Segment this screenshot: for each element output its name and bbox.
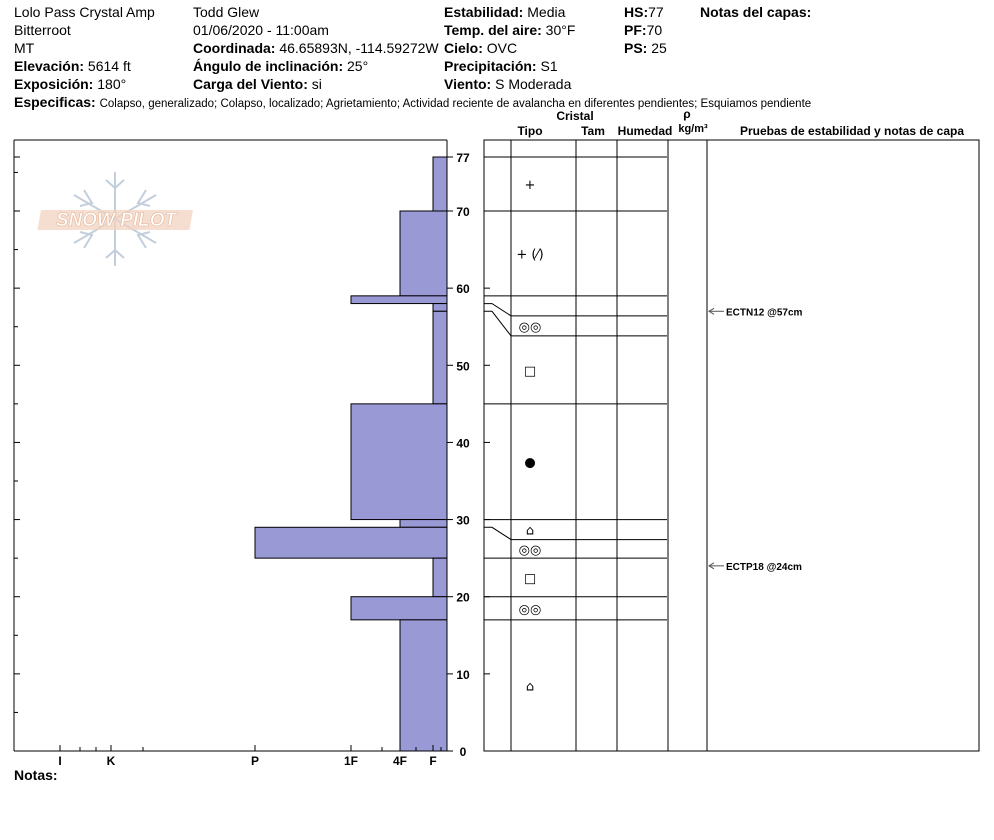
crystal-symbol-9: ◎◎ [518, 602, 542, 618]
air-temp: Temp. del aire: 30°F [444, 22, 576, 38]
moisture-header: Humedad [617, 124, 673, 138]
ytick-label-40: 40 [456, 436, 470, 451]
crystal-header: Cristal [556, 109, 594, 123]
hardness-bar-8 [433, 558, 447, 597]
elevation: Elevación: 5614 ft [14, 58, 131, 74]
datetime: 01/06/2020 - 11:00am [193, 22, 329, 38]
ytick-label-30: 30 [456, 513, 470, 528]
pf-value: PF:70 [624, 22, 663, 38]
xtick-label-K: K [106, 754, 116, 768]
crystal-symbol-5: ● [524, 455, 536, 471]
tests-header: Pruebas de estabilidad y notas de capa [739, 124, 965, 138]
stability: Estabilidad: Media [444, 4, 566, 20]
crystal-symbol-0: + [524, 178, 536, 193]
observer: Todd Glew [193, 4, 260, 20]
crystal-symbol-10: ⌂ [525, 679, 535, 695]
ytick-label-50: 50 [456, 359, 470, 374]
wind-load: Carga del Viento: si [193, 76, 322, 92]
ytick-label-20: 20 [456, 590, 470, 605]
ps-value: PS: 25 [624, 40, 667, 56]
ytick-label-77: 77 [456, 151, 470, 165]
hardness-bar-4 [433, 311, 447, 404]
crystal-symbol-1: + (⁄) [516, 247, 544, 263]
hardness-bar-5 [351, 404, 447, 520]
hs-value: HS:77 [624, 4, 664, 20]
notes-label: Notas: [14, 767, 58, 783]
density-symbol: ρ [683, 107, 691, 121]
xtick-label-4F: 4F [392, 754, 408, 768]
ytick-label-70: 70 [456, 205, 470, 219]
hardness-bar-1 [400, 211, 447, 296]
type-header: Tipo [517, 124, 543, 138]
crystal-symbol-7: ◎◎ [518, 542, 542, 558]
sky: Cielo: OVC [444, 40, 518, 56]
precipitation: Precipitación: S1 [444, 58, 558, 74]
xtick-label-1F: 1F [343, 754, 359, 768]
aspect: Exposición: 180° [14, 76, 127, 92]
ytick-label-0: 0 [459, 745, 467, 759]
stability-test-label-1: ECTP18 @24cm [726, 561, 802, 573]
hardness-bar-7 [255, 527, 447, 558]
hardness-bar-0 [433, 157, 447, 211]
wind: Viento: S Moderada [444, 76, 572, 92]
size-header: Tam [581, 124, 605, 138]
crystal-symbol-4: □ [523, 363, 537, 379]
stability-test-label-0: ECTN12 @57cm [726, 307, 803, 319]
xtick-label-F: F [429, 754, 437, 768]
mountain-range: Bitterroot [14, 22, 71, 38]
xtick-label-P: P [250, 754, 260, 768]
hardness-bar-10 [400, 620, 447, 751]
slope-angle: Ángulo de inclinación: 25° [193, 58, 369, 74]
layer-notes-label: Notas del capas: [700, 4, 812, 20]
crystal-symbol-3: ◎◎ [518, 319, 542, 335]
ytick-label-10: 10 [456, 667, 470, 682]
location-name: Lolo Pass Crystal Amp [14, 4, 155, 20]
coordinates: Coordinada: 46.65893N, -114.59272W [193, 40, 439, 56]
xtick-label-I: I [58, 754, 62, 768]
snowpilot-logo [37, 172, 193, 266]
crystal-symbol-6: ⌂ [525, 523, 535, 539]
hardness-bar-6 [400, 520, 447, 528]
specifics: Especificas: Colapso, generalizado; Colapso, localizado; Agrietamiento; Actividad reciente de avalancha en diferentes pendientes; Esquiamos pendiente [14, 94, 812, 110]
state: MT [14, 40, 35, 56]
density-unit: kg/m³ [678, 123, 708, 135]
crystal-symbol-8: □ [523, 571, 537, 587]
ytick-label-60: 60 [456, 282, 470, 297]
logo-text: SNOW PILOT [55, 210, 177, 231]
crystal-table-border [484, 140, 979, 751]
hardness-bar-2 [351, 296, 447, 304]
hardness-bar-9 [351, 597, 447, 620]
hardness-bar-3 [433, 304, 447, 312]
